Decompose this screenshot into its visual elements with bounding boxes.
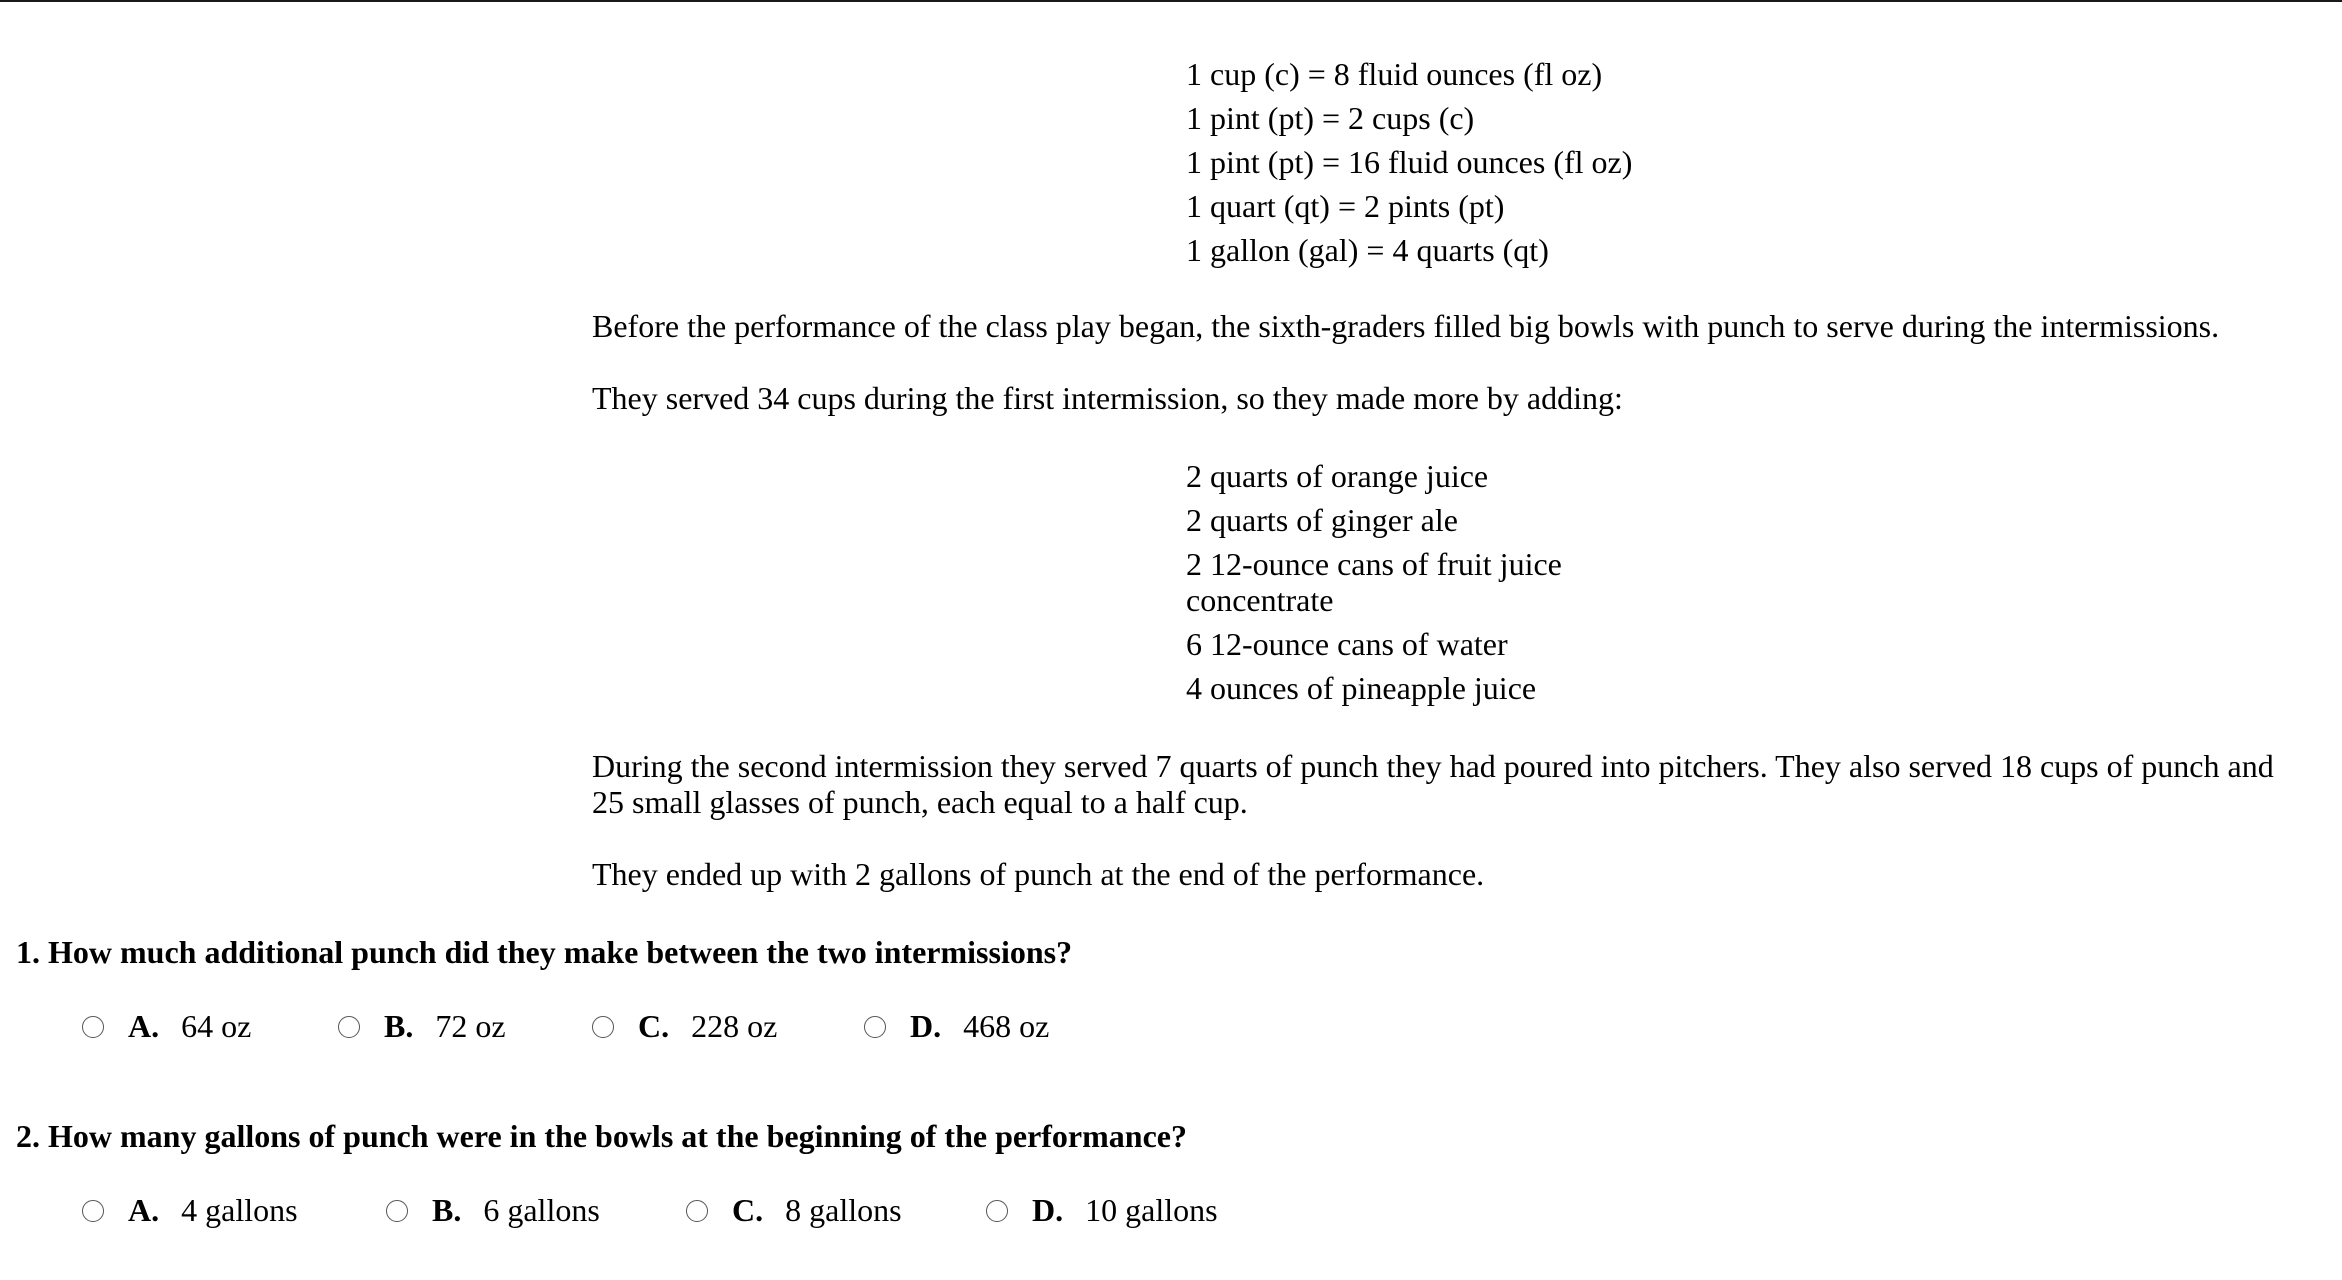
option-letter: D. [1032, 1192, 1064, 1228]
q1-option-c[interactable] [592, 1008, 777, 1045]
q2-option-a[interactable] [82, 1192, 298, 1229]
radio-button-icon[interactable] [864, 1016, 886, 1038]
option-letter: D. [910, 1008, 942, 1044]
radio-button-icon[interactable] [82, 1200, 104, 1222]
q1-option-a[interactable] [82, 1008, 251, 1045]
question-1-text: 1. How much additional punch did they make between the two intermissions? [16, 934, 1073, 970]
radio-button-icon[interactable] [592, 1016, 614, 1038]
q2-option-c[interactable] [686, 1192, 902, 1229]
option-letter: A. [128, 1192, 160, 1228]
radio-button-icon[interactable] [338, 1016, 360, 1038]
q2-option-b[interactable] [386, 1192, 600, 1229]
q1-option-b[interactable] [338, 1008, 506, 1045]
option-value: 8 gallons [785, 1192, 902, 1228]
option-value: 64 oz [181, 1008, 252, 1044]
question-2-text: 2. How many gallons of punch were in the bowls at the beginning of the performance? [16, 1118, 1187, 1154]
option-value: 6 gallons [483, 1192, 600, 1228]
conversion-table [1186, 52, 1632, 272]
option-letter: A. [128, 1008, 160, 1044]
option-letter: B. [432, 1192, 462, 1228]
radio-button-icon[interactable] [82, 1016, 104, 1038]
option-value: 228 oz [691, 1008, 778, 1044]
option-letter: C. [638, 1008, 670, 1044]
q1-option-d[interactable] [864, 1008, 1049, 1045]
option-value: 468 oz [963, 1008, 1050, 1044]
ingredient-item: 2 12-ounce cans of fruit juice concentrate [1186, 546, 1562, 618]
top-divider [0, 0, 2342, 2]
ingredient-list [1186, 458, 1606, 714]
radio-button-icon[interactable] [686, 1200, 708, 1222]
first-intermission-paragraph: They served 34 cups during the first intermission, so they made more by adding: [592, 380, 1623, 416]
option-letter: C. [732, 1192, 764, 1228]
ingredient-item: 2 quarts of orange juice [1186, 458, 1489, 494]
radio-button-icon[interactable] [386, 1200, 408, 1222]
conversion-row: 1 pint (pt) = 16 fluid ounces (fl oz) [1186, 144, 1633, 180]
ending-paragraph: They ended up with 2 gallons of punch at the end of the performance. [592, 856, 1485, 892]
second-intermission-paragraph: During the second intermission they served 7 quarts of punch they had poured into pitchers. They also served 18 cups of punch and 25 small glasses of punch, each equal to a half cup. [592, 748, 2274, 820]
option-letter: B. [384, 1008, 414, 1044]
conversion-row: 1 cup (c) = 8 fluid ounces (fl oz) [1186, 56, 1603, 92]
ingredient-item: 4 ounces of pineapple juice [1186, 670, 1537, 706]
ingredient-item: 2 quarts of ginger ale [1186, 502, 1458, 538]
conversion-row: 1 gallon (gal) = 4 quarts (qt) [1186, 232, 1549, 268]
conversion-row: 1 pint (pt) = 2 cups (c) [1186, 100, 1475, 136]
ingredient-item: 6 12-ounce cans of water [1186, 626, 1508, 662]
option-value: 10 gallons [1085, 1192, 1218, 1228]
conversion-row: 1 quart (qt) = 2 pints (pt) [1186, 188, 1505, 224]
intro-paragraph: Before the performance of the class play began, the sixth-graders filled big bowls with punch to serve during the intermissions. [592, 308, 2220, 344]
option-value: 72 oz [435, 1008, 506, 1044]
option-value: 4 gallons [181, 1192, 298, 1228]
radio-button-icon[interactable] [986, 1200, 1008, 1222]
q2-option-d[interactable] [986, 1192, 1218, 1229]
